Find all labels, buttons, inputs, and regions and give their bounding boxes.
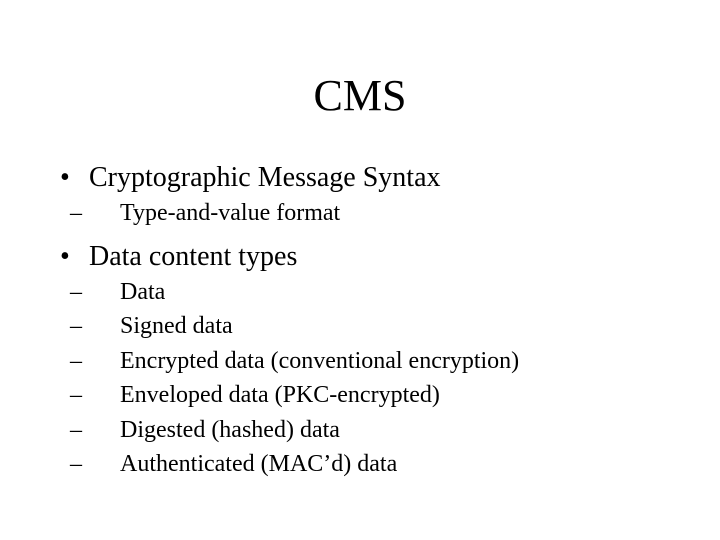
bullet-text: Data content types (89, 240, 298, 272)
sub-bullet-text: Signed data (120, 313, 233, 339)
sub-bullet-text: Type-and-value format (120, 200, 341, 226)
sub-bullet-item (60, 275, 700, 310)
sub-bullet-item (60, 196, 700, 231)
sub-bullet-marker: – (70, 278, 82, 305)
sub-bullet-item (60, 447, 700, 482)
sub-bullet-text: Digested (hashed) data (120, 416, 340, 443)
sub-bullet-marker: – (70, 347, 82, 374)
sub-bullet-text: Enveloped data (PKC-encrypted) (120, 382, 440, 408)
sub-bullet-item (60, 344, 700, 379)
bullet-list (60, 160, 700, 482)
sub-bullet-marker: – (70, 313, 82, 339)
sub-bullet-marker: – (70, 451, 82, 477)
sub-bullet-marker: – (70, 200, 82, 226)
bullet-marker: • (60, 162, 70, 193)
slide-title-text: CMS (313, 71, 407, 120)
sub-bullet-text: Data (120, 278, 166, 305)
sub-bullet-item (60, 413, 700, 448)
sub-bullet-marker: – (70, 416, 82, 443)
bullet-item (60, 239, 700, 275)
sub-bullet-text: Authenticated (MAC’d) data (120, 451, 398, 477)
slide-title (0, 68, 720, 124)
sub-bullet-item (60, 378, 700, 413)
sub-bullet-marker: – (70, 382, 82, 408)
bullet-marker: • (60, 240, 70, 272)
sub-bullet-text: Encrypted data (conventional encryption) (120, 347, 520, 374)
bullet-text: Cryptographic Message Syntax (89, 162, 441, 193)
sub-bullet-item (60, 309, 700, 344)
bullet-item (60, 160, 700, 196)
